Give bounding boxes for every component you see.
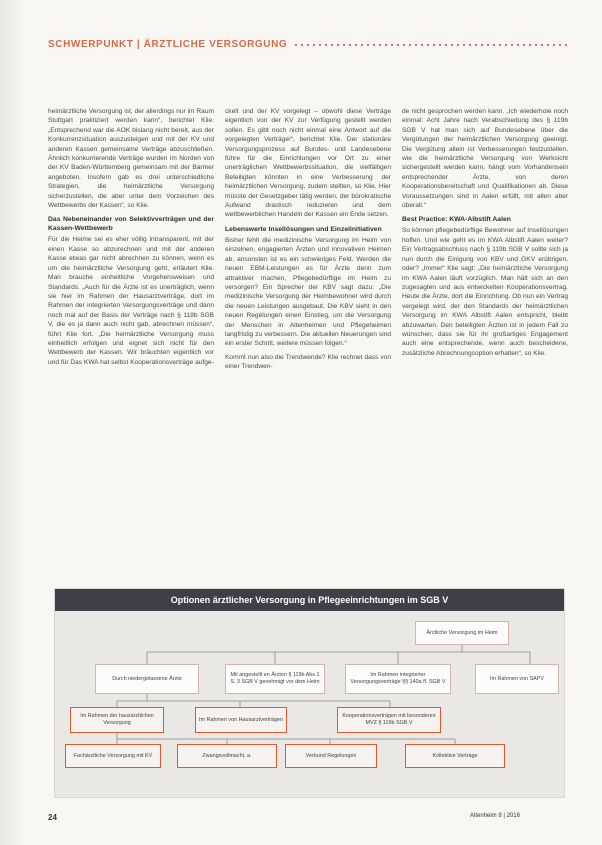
publication-issue: Altenheim 8 | 2016 [470,813,520,819]
paragraph: Für die Heime sei es eher völlig intransparent, mit der einen Kasse so abzurechnen und mit der anderen Kasse etwas gar nicht abrechnen zu können, wenn es um die heimärztliche Versorgung geht, erläutert Klie. Man brauche einheitliche Vorgehensweisen und Standards. „Auch für die Ärzte ist es unerträglich, wenn sie hier im Rahmen der Hausarztverträge, dort im Rahmen der integrierten Versorgungsverträge und dann noch mal auf der Basis der Verträge nach § 119b SGB V, die es ja dann auch nicht gab, abrechnen müssen“, führt Klie fort. „Die heimärztliche Versorgung muss einheitlich erfolgen und eignet sich nicht für den Wettbewerb der Kassen. Wir bräuchten eigentlich vor und für Das KWA hat selbst Kooperationsverträge aufge- [48,236,214,366]
paragraph: de nicht gesprochen werden kann. „Ich wiederhole noch einmal: Acht Jahre nach Verabschiedung des § 119b SGB V hat man sich auf Bundesebene über die Vergütungen der heimärztlichen Versorgung geeinigt. Die Vergütung allein ist Verbesserungen festzustellen, wie die heimärztliche Versorgung von Werksicht sichergestellt werden kann, hängt vom Vorhandensein entsprechender Ärzte, von deren Kooperationsbereitschaft und Qualifikationen ab. Diese Voraussetzungen sind in Aalen erfüllt, mit allen aber überall.“ [402,108,568,210]
article-columns [48,107,568,387]
node-kollektive-vertraege: Kollektive Verträge [405,744,505,768]
section-header [48,36,568,52]
node-angestellte-aerzte: Mit angestellt en Ärzten § 119b Abs.1 S. 3 SGB V genehmigt vor dem Heim [225,664,325,694]
subheading: Best Practice: KWA-Albstift Aalen [402,216,511,224]
node-hausarztvertraege: Im Rahmen von Hausarztverträgen [195,707,287,733]
paragraph: So können pflegebedürftige Bewohner auf Insellösungen hoffen. Und wie geht es im KWA Albstift Aalen weiter? Ein Vertragsabschluss nach § 119b SGB V sollte sich ja nun durch die Einigung von KBV und GKV erübrigen, oder? „Immer“ Klie sagt: „Die heimärztliche Versorgung im KWA Aalen läuft vorzüglich. Man hält sich an den zugesagten und aus entwickelten Kooperationsvertrag. Heute die Ärzte, dort die Einrichtung. Ob nun ein Vertrag vergelegt wird, der den Standards der heimärztlichen Versorgung im KWA Albstift Aalen entspricht, bleibt abzuwarten. Den beteiligten Ärzten ist in jedem Fall zu wünschen, dass sie für ihr großartiges Engagement auch eine entsprechende, wenn auch bescheidene, zusätzliche Abrechnungsoption erhalten“, so Klie. [402,227,568,357]
column-3 [402,107,568,387]
header-dotted-rule [293,44,568,46]
node-integrierte-versorgung: Im Rahmen integrierter Versorgungsverträge §§ 140a ff. SGB V [345,664,451,694]
node-verbund-regelungen: Verbund Regelungen [285,744,377,768]
paragraph: Kommt nun also die Trendwende? Klie rechnet dass von einer Trendwen- [225,353,391,371]
paragraph: ckelt und der KV vorgelegt – obwohl diese Verträge eigentlich von der KV zur Verfügung gestellt werden sollen. Es gibt noch nicht einmal eine Antwort auf die vorgelegten Verträge!“, berichtet Klie. Der stationäre Versorgungsprozess auf Bundes- und Landesebene führe für die Einrichtungen vor Ort zu einer unerträglichen Wettbewerbssituation, die vielfältigen Beteiligten könnten in eine Verbesserung der heimärztlichen Versorgung, zudem stellten, so Klie. Hier müsste der Gesetzgeber tätig werden, der bürokratische Aufwand drastisch reduzieren und dem wettbewerblichen Handeln der Kassen ein Ende setzen. [225,108,391,219]
column-1 [48,107,214,387]
node-hausaerztliche-versorgung: Im Rahmen der hausärztlichen Versorgung [70,707,164,733]
subheading: Lebenswerte Insellösungen und Einzelinitiativen [225,225,382,233]
subheading: Das Nebeneinander von Selektivverträgen und der Kassen-Wettbewerb [48,216,214,233]
column-2 [225,107,391,387]
options-diagram [54,588,565,798]
node-niedergelassene-aerzte: Durch niedergelassene Ärzte [95,664,199,694]
node-fachaerztliche-versorgung: Fachärztliche Versorgung mit KV [65,744,161,768]
diagram-title: Optionen ärztlicher Versorgung in Pflegeeinrichtungen im SGB V [55,589,564,611]
section-title: SCHWERPUNKT | ÄRZTLICHE VERSORGUNG [48,38,288,50]
node-root: Ärztliche Versorgung im Heim [415,621,509,645]
node-zwangsvollmacht: Zwangsvollmacht, a. [177,744,277,768]
node-sapv: Im Rahmen von SAPV [475,664,559,694]
paragraph: heimärztliche Versorgung ist, der allerdings nur im Raum Stuttgart praktiziert werden kann“, berichtet Klie. „Entsprechend war die AOK bislang nicht bereit, aus der Konkurrenzsituation auszusteigen und mit der KV und anderen Kassen gemeinsame Verträge abzuschließen. Ähnlich konkurrierende Verträge wurden im Norden von der KV Baden-Württemberg gemeinsam mit der Barmer angeboten. Insofern gab es drei unterschiedliche Strategien, die heimärztliche Versorgung sicherzustellen, die aber unter dem Vorzeichen des Wettbewerbs der Kassen“, so Klie. [48,108,214,210]
node-kooperationsvertraege: Kooperationsverträgen mit besonderen MVZ § 119b SGB V [337,707,441,733]
paragraph: Bisher fehlt die medizinische Versorgung im Heim von einzelnen, engagierten Ärzten und innovativen Heimen ab, ansonsten ist es ein schwieriges Feld. Werden die neuen EBM-Leistungen es für Ärzte denn zum attraktiver machen, Pflegebedürftige im Heim zu versorgen? Ein Sprecher der KBV sagt dazu: „Die medizinische Versorgung der Heimbewohner wird durch die neuen Leistungen ausgebaut. Die KBV sieht in den neuen Regelungen einen Einstieg, um die Versorgung der Menschen in Altenheimen und Pflegeheimen langfristig zu verbessern. Die aktuellen Neuerungen sind ein erster Schritt, weitere müssen folgen.“ [225,236,391,348]
page-number: 24 [48,813,57,822]
